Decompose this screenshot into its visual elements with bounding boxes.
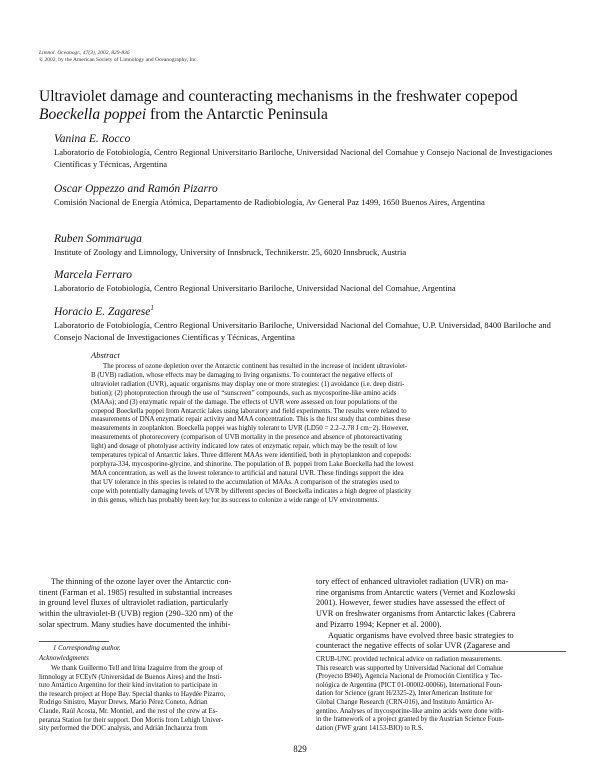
acknowledgment-line: in the framework of a project granted by the Austrian Science Foun-	[316, 716, 505, 724]
abstract-line: cope with potentially damaging levels of UVR by different species of Boeckella indicates a high degree of plasticity	[91, 487, 412, 495]
journal-citation: Limnol. Oceanogr., 47(3), 2002, 829-836	[39, 50, 130, 56]
abstract-line: ultraviolet radiation (UVR), aquatic organisms may display one or more strategies: (1) avoidance (i.e. deep distri-	[91, 380, 405, 388]
abstract-line: light) and dosage of photolyase activity indicated low rates of enzymatic repair, which may be the result of low	[91, 443, 398, 451]
abstract-line: porphyra-334, mycosporine-glycine, and shinorine. The population of B. poppei from Lake Boeckella had the lowest	[91, 460, 414, 468]
acknowledgment-line: Claude, Raúl Acosta, Mr. Montiel, and the rest of the crew at Es-	[39, 707, 218, 715]
abstract-line: The process of ozone depletion over the Antarctic continent has resulted in the increase of incident ultraviolet-	[103, 363, 408, 370]
abstract-line: B (UVB) radiation, whose effects may be damaging to living organisms. To counteract the negative effects of	[91, 371, 393, 379]
abstract-line: in this genus, which has probably been key for its success to colonize a wide range of UV environments.	[91, 496, 380, 504]
abstract-line: MAA concentration, as well as the lowest tolerance to artificial and natural UVR. These findings support the idea	[91, 469, 404, 477]
author-affiliation: Laboratorio de Fotobiología, Centro Regional Universitario Bariloche, Universidad Nacional del Comahue y Consejo Nacional de Investigaciones Científicas y Técnicas, Argentina	[54, 147, 553, 169]
title-end: from the Antarctic Peninsula	[150, 106, 328, 123]
intro-left-column	[39, 577, 292, 631]
acknowledgment-line: This research was supported by Universidad Nacional del Comahue	[316, 664, 504, 672]
page-number: 829	[293, 744, 307, 754]
author-name: Oscar Oppezzo and Ramón Pizarro	[54, 183, 218, 195]
abstract-line: (MAAs); and (3) enzymatic repair of the damage. The effects of UVR were assessed on four populations of the	[91, 398, 398, 406]
abstract-line: that UV tolerance in this species is related to the accumulation of MAAs. A comparison of the strategies used to	[91, 478, 400, 486]
acknowledgment-line: sity performed the DOC analysis, and Adrián Inchaurza from	[39, 725, 208, 733]
body-line: The thinning of the ozone layer over the Antarctic con-	[51, 577, 232, 586]
body-line: rine organisms from Antarctic waters (Vernet and Kozlowski	[316, 587, 516, 597]
title-main: Ultraviolet damage and counteracting mechanisms in the freshwater copepod	[39, 88, 518, 105]
acknowledgment-line: Rodrigo Sinistro, Mayor Drews, Mario Pérez Coneto, Adrian	[39, 699, 208, 707]
body-line: counteract the negative effects of solar UVR (Zagarese and	[316, 641, 510, 651]
abstract-heading: Abstract	[91, 350, 120, 360]
body-line: within the ultraviolet-B (UVB) region (290–320 nm) of the	[39, 609, 234, 619]
corresponding-author-name: Horacio E. Zagarese$^1$	[54, 305, 154, 318]
body-line: solar spectrum. Many studies have documented the inhibi-	[39, 619, 231, 629]
abstract-line: measurements in zooplankton. Boeckella poppei was highly tolerant to UVR (LD50 = 2.2–2.78 J cm−2). However,	[91, 425, 409, 433]
acknowledgment-line: peranza Station for their support. Don Morris from Lehigh Univer-	[39, 716, 224, 724]
author-name: Vanina E. Rocco	[54, 133, 131, 145]
abstract-line: copepod Boeckella poppei from Antarctic lakes using laboratory and field experiments. The results were related to	[91, 407, 407, 415]
acknowledgment-line: gentino. Analyses of mycosporine-like amino acids were done with-	[316, 707, 504, 715]
acknowledgment-line: nológica de Argentina (PICT 01-00002-00066), International Foun-	[316, 681, 503, 689]
author-name: Ruben Sommaruga	[54, 233, 142, 245]
author-name: Marcela Ferraro	[54, 269, 133, 281]
abstract-text	[91, 363, 561, 506]
acknowledgment-line: limnology at FCEyN (Universidad de Buenos Aires) and the Insti-	[39, 673, 222, 681]
abstract-line: temperatures typical of Antarctic lakes. Three different MAAs were identified, both in phytoplankton and copepods:	[91, 452, 412, 460]
body-line: in ground level fluxes of ultraviolet radiation, particularly	[39, 598, 229, 608]
corresponding-mark: 1	[150, 305, 154, 313]
author-affiliation: Comisión Nacional de Energía Atómica, Departamento de Radiobiología, Av General Paz 1499, 1650 Buenos Aires, Argentina	[54, 197, 485, 207]
body-line: 2001). However, fewer studies have assessed the effect of	[316, 598, 506, 608]
author-affiliation: Institute of Zoology and Limnology, University of Innsbruck, Technikerstr. 25, 6020 Innsbruck, Austria	[54, 247, 407, 257]
abstract-line: measurements of DNA enzymatic repair activity and MAA concentration. This is the first study that combines these	[91, 416, 411, 424]
acknowledgment-line: We thank Guillermo Tell and Irina Izaguirre from the group of	[51, 665, 223, 672]
acknowledgment-line: dation (FWF grant 14153-BIO) to R.S.	[316, 724, 424, 732]
body-line: Aquatic organisms have evolved three basic strategies to	[328, 630, 514, 640]
footnote-corresponding: 1 Corresponding author.	[53, 645, 121, 652]
author-affiliation: Laboratorio de Fotobiología, Centro Regional Universitario Bariloche, Universidad Nacional del Comahue, Argentina	[54, 283, 456, 293]
abstract-line: bution); (2) photoprotection through the use of “sunscreen” compounds, such as mycosporine-like amino acids	[91, 389, 397, 397]
abstract-line: measurements of photorecovery (comparison of UVB mortality in the presence and absence of photoreactivating	[91, 434, 402, 442]
acknowledgment-line: (Proyecto B940), Agencia Nacional de Promoción Científica y Tec-	[316, 673, 503, 681]
acknowledgment-line: Global Change Research (CRN-016), and Instituto Antártico Ar-	[316, 698, 494, 706]
acknowledgment-line: tuto Antártico Argentino for their kind invitation to participate in	[39, 682, 218, 690]
author-affiliation: Laboratorio de Fotobiología, Centro Regional Universitario Bariloche, Universidad Nacional del Comahue, U.P. Universidad, 8400 Bariloche and Consejo Nacional de Investigaciones Científicas y Técnicas, Argentina	[54, 320, 551, 342]
acknowledgments-heading: Acknowledgments	[39, 655, 89, 662]
journal-header	[39, 50, 439, 64]
acknowledgments-right-text	[316, 656, 566, 733]
body-line: and Pizarro 1994; Kepner et al. 2000).	[316, 619, 442, 629]
acknowledgments-left-text	[39, 665, 292, 734]
acknowledgment-line: dation for Science (grant H/2325-2), InterAmerican Institute for	[316, 690, 493, 698]
acknowledgment-line: CRUB-UNC provided technical advice on radiation measurements.	[316, 656, 502, 663]
footnote-rule	[39, 641, 109, 642]
intro-right-column	[316, 577, 566, 652]
body-line: tinent (Farman et al. 1985) resulted in substantial increases	[39, 587, 233, 597]
body-line: tory effect of enhanced ultraviolet radiation (UVR) on ma-	[316, 577, 509, 586]
column-rule	[316, 651, 566, 652]
body-line: UVR on freshwater organisms from Antarctic lakes (Cabrera	[316, 609, 516, 619]
copyright-line: © 2002, by the American Society of Limnology and Oceanography, Inc.	[39, 57, 198, 63]
acknowledgment-line: the research project at Hope Bay. Special thanks to Haydée Pizarro,	[39, 690, 226, 698]
title-species: Boeckella poppei	[39, 106, 147, 123]
paper-title	[39, 88, 564, 124]
